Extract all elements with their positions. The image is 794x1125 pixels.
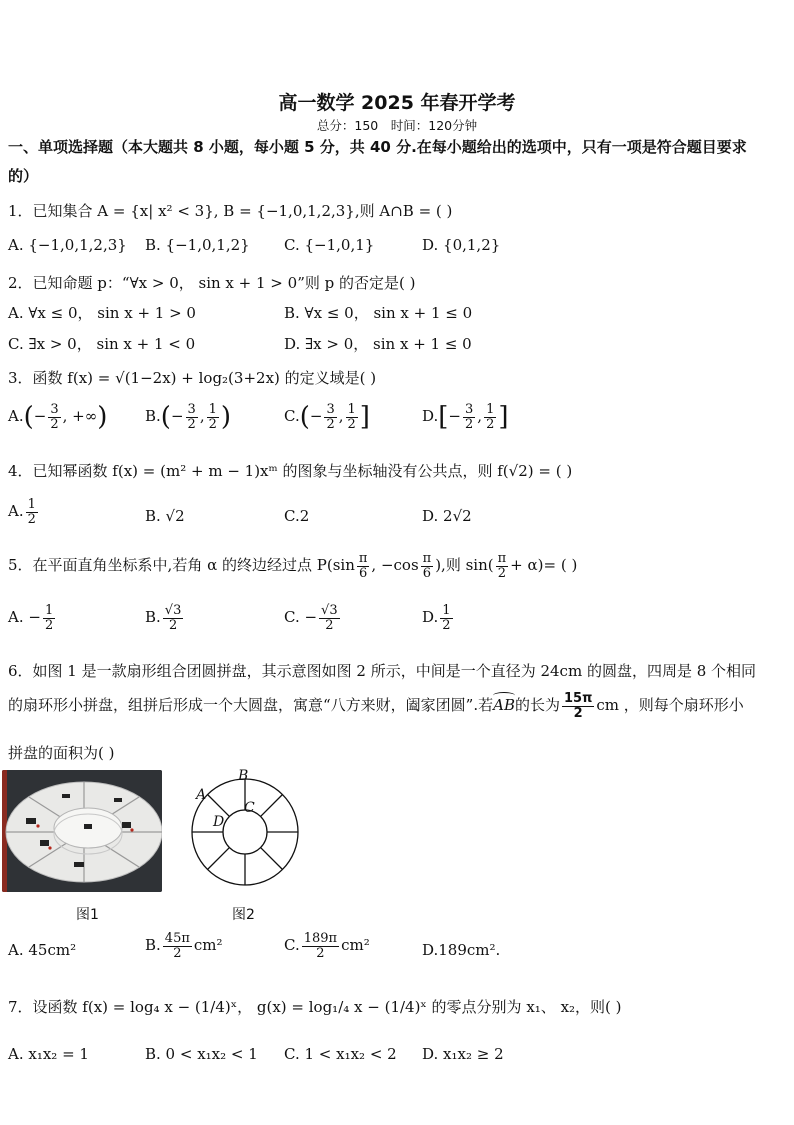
q5-option-b: B. $\frac{√3}{2}$ <box>145 603 182 633</box>
platter-photo-drawing <box>2 770 162 892</box>
q5-option-c: C. − $\frac{√3}{2}$ <box>284 603 338 633</box>
point-d-label: D <box>213 814 225 830</box>
q6-option-b: B. $\frac{45\pi}{2}$ cm² <box>145 931 223 961</box>
page-title: 高一数学 2025 年春开学考 <box>278 92 516 114</box>
point-a-label: A <box>196 787 207 803</box>
figure1-photo <box>2 770 162 892</box>
q2-option-b: B. ∀x ≤ 0， sin x + 1 ≤ 0 <box>284 304 473 322</box>
q4-option-c: C.2 <box>284 507 310 525</box>
q7-option-c: C. 1 < x₁x₂ < 2 <box>284 1045 397 1063</box>
q6-option-d: D.189cm². <box>422 941 501 959</box>
q7-option-d: D. x₁x₂ ≥ 2 <box>422 1045 504 1063</box>
q1-option-b: B. {−1,0,1,2} <box>145 236 250 254</box>
figure1-caption: 图1 <box>76 907 99 923</box>
q3-option-b: B.(− $\frac{3}{2}$ , $\frac{1}{2}$ ) <box>145 401 232 432</box>
page-subtitle: 总分：150 时间：120分钟 <box>316 118 478 133</box>
q1-option-a: A. {−1,0,1,2,3} <box>8 236 127 254</box>
q3-option-c: C.(− $\frac{3}{2}$ , $\frac{1}{2}$ ] <box>284 401 370 432</box>
q7-option-a: A. x₁x₂ = 1 <box>8 1045 89 1063</box>
q6-line1: 6．如图 1 是一款扇形组合团圆拼盘，其示意图如图 2 所示，中间是一个直径为 24cm 的圆盘，四周是 8 个相同 <box>8 662 757 680</box>
section-heading-cont: 的） <box>8 167 39 185</box>
figure2-caption: 图2 <box>232 907 255 923</box>
q1-stem: 1．已知集合 A = {x| x² < 3}, B = {−1,0,1,2,3},则 A∩B = ( ) <box>8 202 453 220</box>
q2-option-c: C. ∃x > 0， sin x + 1 < 0 <box>8 335 196 353</box>
q7-stem: 7．设函数 f(x) = log₄ x − (1/4)ˣ， g(x) = log₁/₄ x − (1/4)ˣ 的零点分别为 x₁、 x₂，则( ) <box>8 998 622 1016</box>
q6-line2: 的扇环形小拼盘，组拼后形成一个大圆盘，寓意“八方来财，阖家团圆”.若 AB的长为 $\frac{15\pi}{2}$ cm ，则每个扇环形小 <box>8 691 744 721</box>
q2-stem: 2．已知命题 p：“∀x > 0， sin x + 1 > 0”则 p 的否定是( ) <box>8 274 416 292</box>
q3-stem: 3．函数 f(x) = √(1−2x) + log₂(3+2x) 的定义域是( ) <box>8 369 377 387</box>
section-heading: 一、单项选择题（本大题共 8 小题，每小题 5 分，共 40 分.在每小题给出的选项中，只有一项是符合题目要求 <box>8 138 747 156</box>
q2-option-a: A. ∀x ≤ 0， sin x + 1 > 0 <box>8 304 196 322</box>
q4-option-a: A. $\frac{1}{2}$ <box>8 497 36 527</box>
q5-stem: 5．在平面直角坐标系中,若角 α 的终边经过点 P(sin $\frac{\pi}{6}$ , −cos $\frac{\pi}{6}$ ),则 sin( $\frac{\pi}{2}$ + α)= ( ) <box>8 551 578 581</box>
q6-option-c: C. $\frac{189\pi}{2}$ cm² <box>284 931 370 961</box>
q6-line3: 拼盘的面积为( ) <box>8 744 115 762</box>
q4-option-b: B. √2 <box>145 507 185 525</box>
figure2-diagram <box>188 770 308 898</box>
q6-option-a: A. 45cm² <box>8 941 77 959</box>
point-b-label: B <box>238 768 249 784</box>
point-c-label: C <box>244 800 255 816</box>
q4-option-d: D. 2√2 <box>422 507 472 525</box>
q1-option-c: C. {−1,0,1} <box>284 236 375 254</box>
q4-stem: 4．已知幂函数 f(x) = (m² + m − 1)xᵐ 的图象与坐标轴没有公共点，则 f(√2) = ( ) <box>8 462 573 480</box>
q3-option-a: A.(− $\frac{3}{2}$ , +∞) <box>8 401 108 432</box>
q3-option-d: D.[− $\frac{3}{2}$ , $\frac{1}{2}$ ] <box>422 401 509 432</box>
q5-option-a: A. − $\frac{1}{2}$ <box>8 603 54 633</box>
q2-option-d: D. ∃x > 0， sin x + 1 ≤ 0 <box>284 335 472 353</box>
q5-option-d: D. $\frac{1}{2}$ <box>422 603 451 633</box>
q7-option-b: B. 0 < x₁x₂ < 1 <box>145 1045 258 1063</box>
q1-option-d: D. {0,1,2} <box>422 236 501 254</box>
